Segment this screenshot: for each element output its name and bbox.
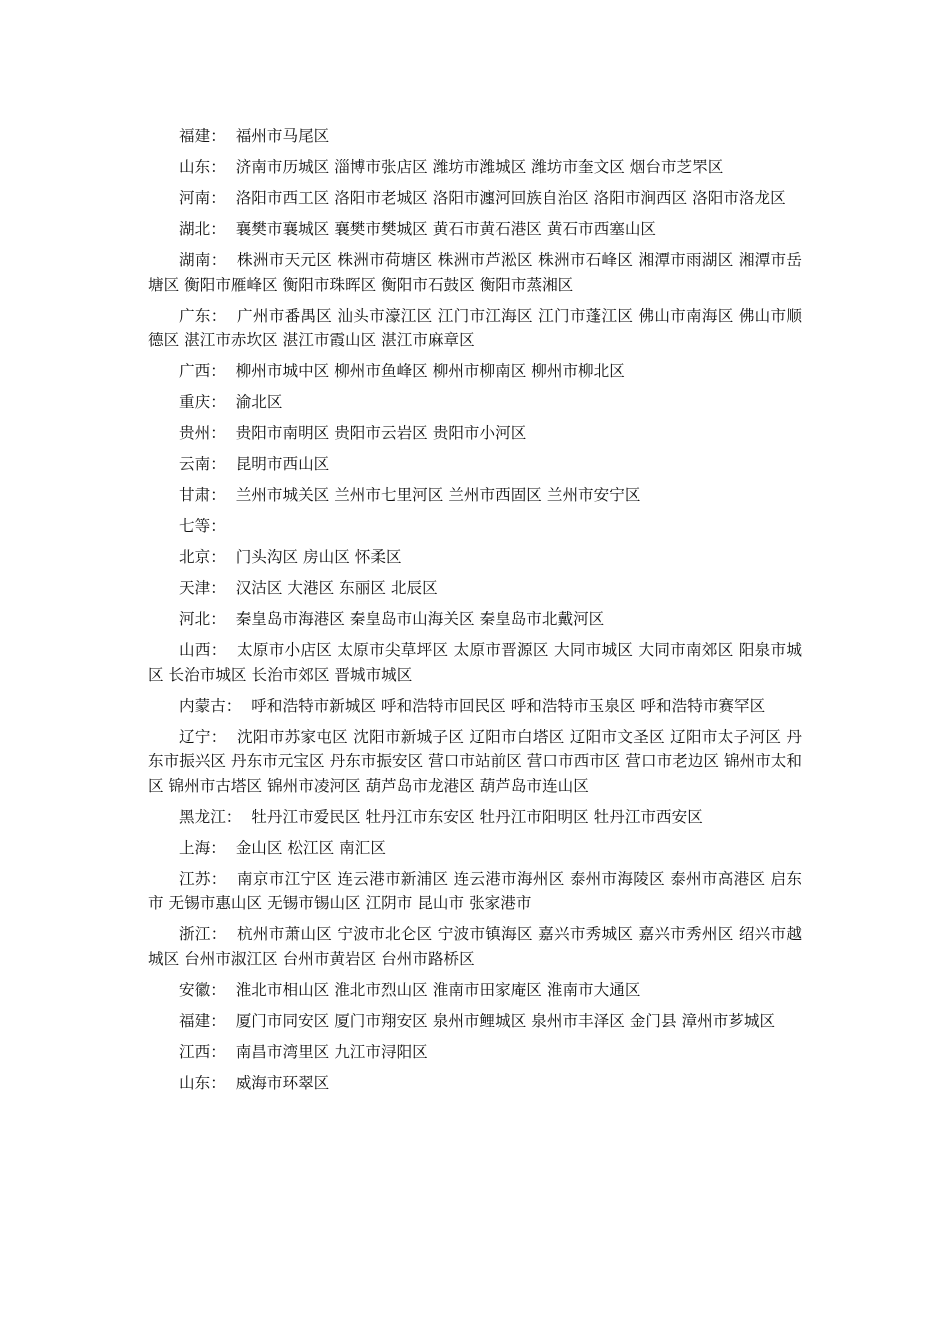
paragraph-fujian-1: 福建： 福州市马尾区 bbox=[179, 127, 330, 145]
paragraph-shandong-1: 山东： 济南市历城区 淄博市张店区 潍坊市潍城区 潍坊市奎文区 烟台市芝罘区 bbox=[179, 158, 724, 176]
paragraph-guangxi: 广西： 柳州市城中区 柳州市鱼峰区 柳州市柳南区 柳州市柳北区 bbox=[179, 362, 625, 380]
paragraph-heilongjiang: 黑龙江： 牡丹江市爱民区 牡丹江市东安区 牡丹江市阳明区 牡丹江市西安区 bbox=[179, 807, 703, 826]
paragraph-jiangxi: 江西： 南昌市湾里区 九江市浔阳区 bbox=[179, 1042, 428, 1061]
section-heading-grade-seven: 七等： bbox=[179, 517, 226, 535]
paragraph-fujian-2: 福建： 厦门市同安区 厦门市翔安区 泉州市鲤城区 泉州市丰泽区 金门县 漳州市芗城区 bbox=[179, 1011, 776, 1030]
paragraph-jiangsu: 江苏： 南京市江宁区 连云港市新浦区 连云港市海州区 泰州市海陵区 泰州市高港区 启东市 无锡市惠山区 无锡市锡山区 江阴市 昆山市 张家港市 bbox=[148, 869, 802, 912]
paragraph-gansu: 甘肃： 兰州市城关区 兰州市七里河区 兰州市西固区 兰州市安宁区 bbox=[179, 486, 641, 504]
document-page bbox=[148, 124, 802, 1102]
paragraph-beijing: 北京： 门头沟区 房山区 怀柔区 bbox=[179, 548, 402, 566]
paragraph-chongqing: 重庆： 渝北区 bbox=[179, 393, 283, 411]
paragraph-hubei: 湖北： 襄樊市襄城区 襄樊市樊城区 黄石市黄石港区 黄石市西塞山区 bbox=[179, 220, 657, 238]
paragraph-hunan: 湖南： 株洲市天元区 株洲市荷塘区 株洲市芦淞区 株洲市石峰区 湘潭市雨湖区 湘潭市岳塘区 衡阳市雁峰区 衡阳市珠晖区 衡阳市石鼓区 衡阳市蒸湘区 bbox=[148, 251, 802, 294]
paragraph-shandong-2: 山东： 威海市环翠区 bbox=[179, 1073, 330, 1092]
paragraph-zhejiang: 浙江： 杭州市萧山区 宁波市北仑区 宁波市镇海区 嘉兴市秀城区 嘉兴市秀州区 绍兴市越城区 台州市淑江区 台州市黄岩区 台州市路桥区 bbox=[148, 925, 802, 968]
paragraph-anhui: 安徽： 淮北市相山区 淮北市烈山区 淮南市田家庵区 淮南市大通区 bbox=[179, 980, 641, 999]
paragraph-guizhou: 贵州： 贵阳市南明区 贵阳市云岩区 贵阳市小河区 bbox=[179, 424, 527, 442]
paragraph-neimenggu: 内蒙古： 呼和浩特市新城区 呼和浩特市回民区 呼和浩特市玉泉区 呼和浩特市赛罕区 bbox=[179, 696, 766, 715]
paragraph-shanghai: 上海： 金山区 松江区 南汇区 bbox=[179, 838, 386, 857]
paragraph-yunnan: 云南： 昆明市西山区 bbox=[179, 455, 330, 473]
paragraph-hebei: 河北： 秦皇岛市海港区 秦皇岛市山海关区 秦皇岛市北戴河区 bbox=[179, 610, 605, 628]
paragraph-liaoning: 辽宁： 沈阳市苏家屯区 沈阳市新城子区 辽阳市白塔区 辽阳市文圣区 辽阳市太子河区 丹东市振兴区 丹东市元宝区 丹东市振安区 营口市站前区 营口市西市区 营口市老边区 锦州市太和区 锦州市古塔区 锦州市凌河区 葫芦岛市龙港区 葫芦岛市连山区 bbox=[148, 727, 802, 795]
paragraph-guangdong: 广东： 广州市番禺区 汕头市濠江区 江门市江海区 江门市蓬江区 佛山市南海区 佛山市顺德区 湛江市赤坎区 湛江市霞山区 湛江市麻章区 bbox=[148, 306, 802, 349]
paragraph-shanxi: 山西： 太原市小店区 太原市尖草坪区 太原市晋源区 大同市城区 大同市南郊区 阳泉市城区 长治市城区 长治市郊区 晋城市城区 bbox=[148, 641, 802, 684]
paragraph-tianjin: 天津： 汉沽区 大港区 东丽区 北辰区 bbox=[179, 579, 438, 597]
paragraph-henan: 河南： 洛阳市西工区 洛阳市老城区 洛阳市瀍河回族自治区 洛阳市涧西区 洛阳市洛龙区 bbox=[179, 189, 786, 207]
